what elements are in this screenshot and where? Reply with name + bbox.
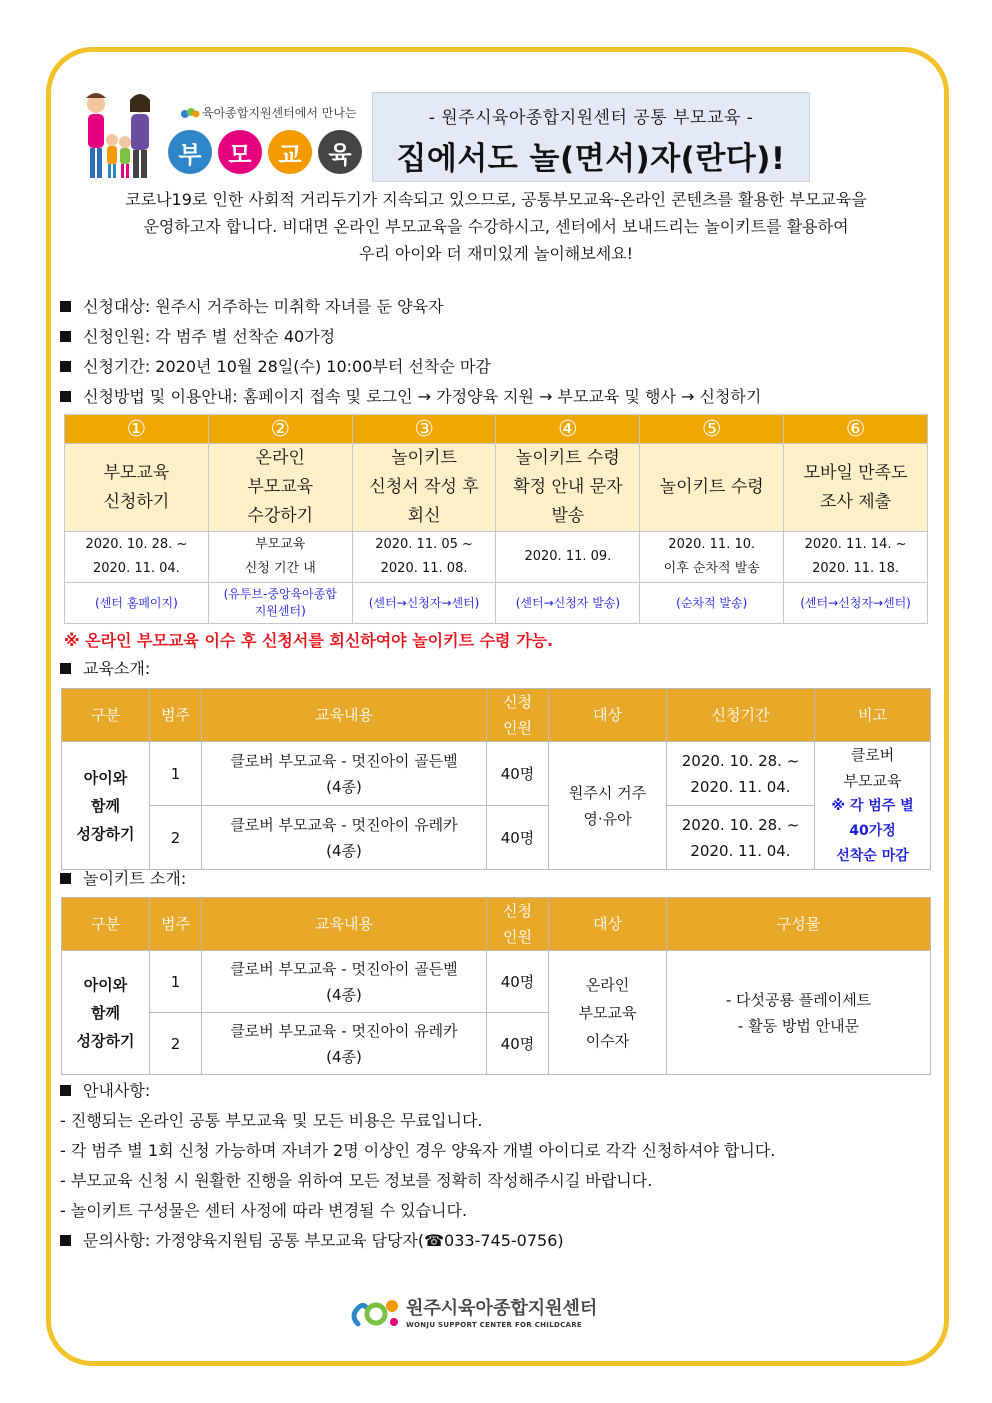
step-date-line: 부모교육 xyxy=(255,537,306,552)
step-name-line: 온라인 xyxy=(255,448,305,468)
items-cell xyxy=(667,951,931,1075)
step-date xyxy=(496,532,640,583)
content-line: (4종) xyxy=(326,985,362,1004)
step-flow-line: (센터→신청자→센터) xyxy=(368,595,480,610)
category-cell xyxy=(62,951,150,1075)
logo-caption xyxy=(180,104,357,121)
content-line: 클로버 부모교육 - 멋진아이 골든벨 xyxy=(230,751,458,770)
category-line: 아이와 xyxy=(83,768,128,787)
section-label-text: 교육소개: xyxy=(83,659,151,678)
notice-line: - 진행되는 온라인 공통 부모교육 및 모든 비용은 무료입니다. xyxy=(60,1111,483,1130)
content-line: 클로버 부모교육 - 멋진아이 유레카 xyxy=(230,815,458,834)
bullet-item xyxy=(60,322,940,352)
step-date-line: 2020. 11. 05 ~ xyxy=(375,537,473,552)
step-date-line: 2020. 11. 18. xyxy=(812,561,899,576)
step-number: ② xyxy=(208,415,352,444)
step-date-line: 2020. 11. 08. xyxy=(380,561,468,576)
intro-line: 우리 아이와 더 재미있게 놀이해보세요! xyxy=(358,244,634,263)
step-date-line: 2020. 10. 28. ~ xyxy=(85,537,188,552)
kit-section-label xyxy=(60,866,186,889)
bullet-text: 신청기간: 2020년 10월 28일(수) 10:00부터 선착순 마감 xyxy=(83,357,491,376)
notices-label xyxy=(60,1076,775,1106)
step-name-line: 신청서 작성 후 xyxy=(369,477,479,497)
target-line: 원주시 거주 xyxy=(568,783,647,802)
remark-note-line: 선착순 마감 xyxy=(836,848,909,864)
application-info xyxy=(60,292,940,412)
header-cell: 범주 xyxy=(150,689,202,742)
step-name-line: 부모교육 xyxy=(247,477,314,497)
section-label-text: 놀이키트 소개: xyxy=(83,869,187,888)
header-cell: 구분 xyxy=(62,689,150,742)
step-flow-line: 지원센터) xyxy=(254,604,306,618)
footer-english-name: WONJU SUPPORT CENTER FOR CHILDCARE xyxy=(406,1321,582,1329)
table-header-row xyxy=(62,898,931,951)
step-name xyxy=(208,444,352,532)
step-name-line: 발송 xyxy=(551,506,585,526)
step-date xyxy=(784,532,928,583)
category-line: 아이와 xyxy=(83,975,128,994)
step-name-row xyxy=(65,444,928,532)
step-flow-line: (센터 홈페이지) xyxy=(95,595,178,610)
content-line: (4종) xyxy=(326,841,362,860)
step-name-line: 놀이키트 xyxy=(391,448,457,468)
period-line: 2020. 11. 04. xyxy=(690,841,791,860)
remark-line: 클로버 xyxy=(850,746,895,764)
step-name xyxy=(496,444,640,532)
step-flow xyxy=(65,583,209,624)
bullet-item xyxy=(60,382,940,412)
content-line: (4종) xyxy=(326,1047,362,1066)
center-logo-icon xyxy=(180,106,200,120)
step-number: ③ xyxy=(352,415,496,444)
table-header-row xyxy=(62,689,931,742)
header-cell: 구성물 xyxy=(667,898,931,951)
period-cell xyxy=(667,806,815,870)
step-name xyxy=(352,444,496,532)
step-name xyxy=(640,444,784,532)
header-cell: 교육내용 xyxy=(202,898,487,951)
step-name-line: 모바일 만족도 xyxy=(803,462,908,483)
intro-text xyxy=(60,186,932,267)
notice-line: - 각 범주 별 1회 신청 가능하며 자녀가 2명 이상인 경우 양육자 개별 아이디로 각각 신청하셔야 합니다. xyxy=(60,1141,776,1160)
step-flow-line: (센터→신청자→센터) xyxy=(800,595,911,610)
header-cell: 비고 xyxy=(815,689,931,742)
step-date-line: 2020. 11. 09. xyxy=(524,549,612,564)
row-number: 1 xyxy=(150,742,202,806)
logo-char-4: 육 xyxy=(318,130,362,174)
step-name xyxy=(784,444,928,532)
square-bullet-icon xyxy=(60,301,71,312)
step-name-line: 놀이키트 수령 xyxy=(659,477,764,497)
table-row xyxy=(62,951,931,1013)
step-number: ① xyxy=(65,415,209,444)
square-bullet-icon xyxy=(60,331,71,342)
step-date xyxy=(352,532,496,583)
kit-requirement-note: ※ 온라인 부모교육 이수 후 신청서를 회신하여야 놀이키트 수령 가능. xyxy=(64,631,554,650)
square-bullet-icon xyxy=(60,873,71,884)
header-cell: 대상 xyxy=(549,689,667,742)
step-flow-line: (센터→신청자 발송) xyxy=(515,595,621,610)
header-cell: 대상 xyxy=(549,898,667,951)
title-box xyxy=(372,92,810,182)
step-number: ④ xyxy=(496,415,640,444)
bullet-text: 신청인원: 각 범주 별 선착순 40가정 xyxy=(83,327,336,346)
step-date-line: 2020. 11. 14. ~ xyxy=(804,537,907,552)
remark-note-line: 40가정 xyxy=(849,823,896,839)
step-number: ⑤ xyxy=(640,415,784,444)
row-number: 1 xyxy=(150,951,202,1013)
kit-table xyxy=(61,897,931,1075)
step-date-line: 신청 기간 내 xyxy=(244,561,316,576)
square-bullet-icon xyxy=(60,663,71,674)
center-logo-icon xyxy=(348,1294,402,1334)
logo-char-2: 모 xyxy=(218,130,262,174)
header-cell: 범주 xyxy=(150,898,202,951)
target-line: 온라인 xyxy=(585,975,630,994)
step-date-line: 2020. 11. 04. xyxy=(92,561,180,576)
logo-caption-text: 육아종합지원센터에서 만나는 xyxy=(202,106,357,120)
step-flow xyxy=(208,583,352,624)
logo-char-1: 부 xyxy=(168,130,212,174)
step-name-line: 신청하기 xyxy=(103,491,170,512)
step-flow-row xyxy=(65,583,928,624)
step-flow xyxy=(352,583,496,624)
item-line: - 활동 방법 안내문 xyxy=(737,1016,860,1035)
square-bullet-icon xyxy=(60,1235,71,1246)
bullet-item xyxy=(60,292,940,322)
step-name-line: 놀이키트 수령 xyxy=(515,448,620,468)
target-line: 부모교육 xyxy=(578,1003,637,1022)
remark-cell xyxy=(815,742,931,870)
header-cell: 교육내용 xyxy=(202,689,487,742)
content-cell xyxy=(202,806,487,870)
period-line: 2020. 10. 28. ~ xyxy=(681,751,800,770)
logo-char-3: 교 xyxy=(268,130,312,174)
family-illustration-icon xyxy=(82,90,154,182)
remark-note-line: ※ 각 범주 별 xyxy=(831,798,914,814)
remark-line: 부모교육 xyxy=(843,772,902,790)
category-line: 함께 xyxy=(91,1003,120,1022)
category-cell xyxy=(62,742,150,870)
header-cell: 신청기간 xyxy=(667,689,815,742)
content-line: 클로버 부모교육 - 멋진아이 유레카 xyxy=(230,1021,458,1040)
step-date xyxy=(65,532,209,583)
step-name xyxy=(65,444,209,532)
target-line: 영·유아 xyxy=(583,809,632,828)
category-line: 성장하기 xyxy=(76,1031,135,1050)
process-steps-table xyxy=(64,414,928,624)
count-cell: 40명 xyxy=(487,951,549,1013)
square-bullet-icon xyxy=(60,1085,71,1096)
bullet-text: 신청방법 및 이용안내: 홈페이지 접속 및 로그인 → 가정양육 지원 → 부모교육 및 행사 → 신청하기 xyxy=(83,387,762,406)
header-cell: 신청인원 xyxy=(487,898,549,951)
row-number: 2 xyxy=(150,806,202,870)
page-title: 집에서도 놀(면서)자(란다)! xyxy=(396,141,786,177)
logo-circles xyxy=(168,130,362,174)
step-date-row xyxy=(65,532,928,583)
period-cell xyxy=(667,742,815,806)
step-flow xyxy=(496,583,640,624)
count-cell: 40명 xyxy=(487,1013,549,1075)
step-date xyxy=(208,532,352,583)
period-line: 2020. 10. 28. ~ xyxy=(681,815,800,834)
header-cell: 신청인원 xyxy=(487,689,549,742)
content-cell xyxy=(202,951,487,1013)
square-bullet-icon xyxy=(60,361,71,372)
category-line: 함께 xyxy=(91,796,120,815)
footer-logo xyxy=(348,1294,628,1338)
intro-line: 운영하고자 합니다. 비대면 온라인 부모교육을 수강하시고, 센터에서 보내드리는 놀이키트를 활용하여 xyxy=(143,217,849,236)
bullet-text: 신청대상: 원주시 거주하는 미취학 자녀를 둔 양육자 xyxy=(83,297,444,316)
content-cell xyxy=(202,1013,487,1075)
square-bullet-icon xyxy=(60,391,71,402)
contact-text: 문의사항: 가정양육지원팀 공통 부모교육 담당자(☎033-745-0756) xyxy=(83,1231,564,1250)
step-number-row xyxy=(65,415,928,444)
step-flow xyxy=(784,583,928,624)
step-name-line: 확정 안내 문자 xyxy=(513,477,623,497)
content-line: (4종) xyxy=(326,777,362,796)
item-line: - 다섯공룡 플레이세트 xyxy=(725,990,872,1009)
step-number: ⑥ xyxy=(784,415,928,444)
target-cell xyxy=(549,742,667,870)
target-cell xyxy=(549,951,667,1075)
table-row xyxy=(62,806,931,870)
education-table xyxy=(61,688,931,870)
education-section-label xyxy=(60,656,150,679)
step-date xyxy=(640,532,784,583)
step-flow-line: (유투브-중앙육아종합 xyxy=(223,587,337,601)
footer-center-name: 원주시육아종합지원센터 xyxy=(406,1298,598,1319)
bullet-item xyxy=(60,352,940,382)
notice-line: - 부모교육 신청 시 원활한 진행을 위하여 모든 정보를 정확히 작성해주시길 바랍니다. xyxy=(60,1171,653,1190)
table-row xyxy=(62,742,931,806)
content-line: 클로버 부모교육 - 멋진아이 골든벨 xyxy=(230,959,458,978)
target-line: 이수자 xyxy=(585,1031,630,1050)
count-cell: 40명 xyxy=(487,742,549,806)
contact-line xyxy=(60,1226,775,1256)
header-cell: 구분 xyxy=(62,898,150,951)
step-date-line: 2020. 11. 10. xyxy=(668,537,756,552)
row-number: 2 xyxy=(150,1013,202,1075)
count-cell: 40명 xyxy=(487,806,549,870)
step-flow xyxy=(640,583,784,624)
period-line: 2020. 11. 04. xyxy=(690,777,791,796)
notice-line: - 놀이키트 구성물은 센터 사정에 따라 변경될 수 있습니다. xyxy=(60,1201,468,1220)
section-label-text: 안내사항: xyxy=(83,1081,151,1100)
step-name-line: 부모교육 xyxy=(103,462,170,483)
notices-section xyxy=(60,1076,775,1256)
step-flow-line: (순차적 발송) xyxy=(676,595,748,610)
step-name-line: 조사 제출 xyxy=(820,491,892,512)
parent-education-logo xyxy=(82,90,357,182)
category-line: 성장하기 xyxy=(76,824,135,843)
subtitle: - 원주시육아종합지원센터 공통 부모교육 - xyxy=(428,108,754,128)
intro-line: 코로나19로 인한 사회적 거리두기가 지속되고 있으므로, 공통부모교육-온라인 콘텐츠를 활용한 부모교육을 xyxy=(125,190,867,209)
step-name-line: 회신 xyxy=(407,506,441,526)
content-cell xyxy=(202,742,487,806)
step-name-line: 수강하기 xyxy=(247,506,314,526)
step-date-line: 이후 순차적 발송 xyxy=(663,561,760,576)
